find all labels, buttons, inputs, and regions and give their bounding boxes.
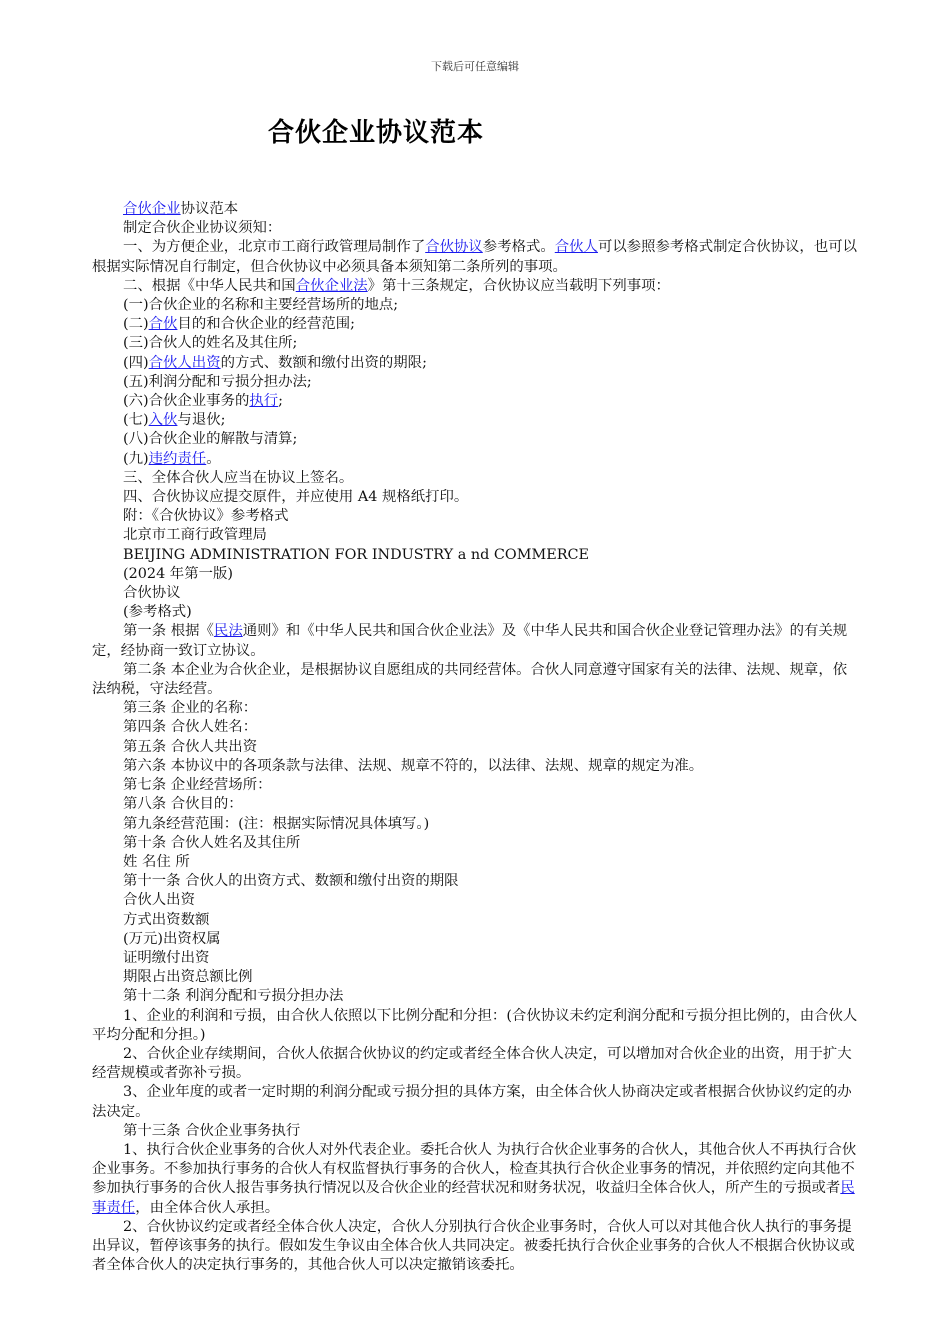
paragraph-text: 1、企业的利润和亏损，由合伙人依照以下比例分配和分担：(合伙协议未约定利润分配和亏损分担比例的，由合伙人平均分配和分担。): [92, 1007, 858, 1043]
paragraph: [92, 1007, 860, 1045]
inline-link[interactable]: 合伙人: [554, 239, 598, 256]
inline-link[interactable]: 合伙: [148, 316, 178, 333]
paragraph-text: 第十三条 合伙企业事务执行: [123, 1122, 301, 1139]
paragraph-text: 第五条 合伙人共出资: [123, 738, 258, 755]
paragraph: [92, 238, 860, 276]
paragraph: [92, 853, 860, 872]
paragraph-text: 2、合伙企业存续期间，合伙人依据合伙协议的约定或者经全体合伙人决定，可以增加对合伙企业的出资，用于扩大经营规模或者弥补亏损。: [92, 1045, 852, 1082]
paragraph-text: 》第十三条规定，合伙协议应当载明下列事项：: [367, 277, 670, 294]
paragraph: [92, 1218, 860, 1276]
paragraph: [92, 757, 860, 776]
paragraph: [92, 834, 860, 853]
paragraph: [92, 776, 860, 795]
document-body: [92, 200, 860, 1275]
paragraph: [92, 546, 860, 565]
paragraph-text: (三)合伙人的姓名及其住所;: [123, 335, 298, 352]
paragraph-text: 通则》和《中华人民共和国合伙企业法》及《中华人民共和国合伙企业登记管理办法》的有关规定，经协商一致订立协议。: [92, 623, 848, 659]
paragraph: [92, 1141, 860, 1218]
paragraph-text: 第三条 企业的名称：: [123, 700, 258, 717]
paragraph-text: (一)合伙企业的名称和主要经营场所的地点;: [123, 297, 399, 314]
paragraph: [92, 738, 860, 757]
paragraph-text: 第十二条 利润分配和亏损分担办法: [123, 988, 344, 1005]
paragraph-text: 证明缴付出资: [123, 949, 210, 966]
paragraph-text: (万元)出资权属: [123, 930, 221, 947]
paragraph: [92, 795, 860, 814]
paragraph: [92, 277, 860, 296]
paragraph: [92, 526, 860, 545]
paragraph-text: 2、合伙协议约定或者经全体合伙人决定，合伙人分别执行合伙企业事务时，合伙人可以对其他合伙人执行的事务提出异议，暂停该事务的执行。假如发生争议由全体合伙人共同决定。被委托执行合伙企业事务的合伙人不根据合伙协议或者全体合伙人的决定执行事务的，其他合伙人可以决定撤销该委托。: [92, 1218, 855, 1274]
paragraph: [92, 584, 860, 603]
paragraph-text: 与退伙;: [177, 412, 226, 429]
paragraph: [92, 450, 860, 469]
paragraph-text: 第二条 本企业为合伙企业，是根据协议自愿组成的共同经营体。合伙人同意遵守国家有关的法律、法规、规章，依法纳税，守法经营。: [92, 661, 848, 698]
paragraph: [92, 872, 860, 891]
paragraph-text: 第十一条 合伙人的出资方式、数额和缴付出资的期限: [123, 873, 459, 890]
paragraph-text: 合伙协议: [123, 585, 181, 602]
paragraph: [92, 373, 860, 392]
paragraph-text: 方式出资数额: [123, 911, 210, 928]
paragraph-text: 。: [206, 450, 221, 467]
paragraph: [92, 392, 860, 411]
paragraph-text: ;: [278, 393, 284, 410]
inline-link[interactable]: 合伙企业法: [295, 277, 368, 294]
paragraph-text: 的方式、数额和缴付出资的期限;: [220, 354, 427, 371]
paragraph: [92, 411, 860, 430]
paragraph-text: 姓 名住 所: [123, 853, 190, 870]
paragraph-text: 制定合伙企业协议须知：: [123, 220, 282, 237]
inline-link[interactable]: 合伙协议: [425, 239, 483, 256]
paragraph-text: (八)合伙企业的解散与清算;: [123, 431, 298, 448]
inline-link[interactable]: 民事责任: [92, 1180, 855, 1216]
paragraph: [92, 1045, 860, 1083]
paragraph-text: 一、为方便企业，北京市工商行政管理局制作了: [123, 239, 426, 256]
paragraph-text: BEIJING ADMINISTRATION FOR INDUSTRY a nd COMMERCE: [123, 546, 590, 563]
paragraph-text: (参考格式): [123, 604, 192, 621]
paragraph-text: (二): [123, 316, 149, 333]
paragraph: [92, 1122, 860, 1141]
paragraph: [92, 987, 860, 1006]
inline-link[interactable]: 民法: [213, 623, 243, 640]
paragraph-text: (九): [123, 450, 149, 467]
paragraph-text: (七): [123, 412, 149, 429]
paragraph: [92, 1083, 860, 1121]
paragraph-text: 第六条 本协议中的各项条款与法律、法规、规章不符的，以法律、法规、规章的规定为准。: [123, 757, 704, 774]
paragraph-text: 协议范本: [180, 201, 239, 217]
paragraph: [92, 488, 860, 507]
paragraph: [92, 430, 860, 449]
page-header: 下载后可任意编辑: [431, 60, 519, 73]
document-title: 合伙企业协议范本: [268, 118, 485, 148]
inline-link[interactable]: 入伙: [148, 412, 178, 429]
paragraph-text: 期限占出资总额比例: [123, 969, 253, 986]
paragraph: [92, 354, 860, 373]
paragraph: [92, 699, 860, 718]
paragraph-text: 二、根据《中华人民共和国: [123, 277, 296, 294]
paragraph-text: 1、执行合伙企业事务的合伙人对外代表企业。委托合伙人 为执行合伙企业事务的合伙人，其他合伙人不再执行合伙企业事务。不参加执行事务的合伙人有权监督执行事务的合伙人，检查其执行合伙企业事务的情况，并依照约定向其他不参加执行事务的合伙人报告事务执行情况以及合伙企业的经营状况和财务状况，收益归全体合伙人，所产生的亏损或者: [92, 1141, 857, 1197]
paragraph: [92, 911, 860, 930]
paragraph-text: (五)利润分配和亏损分担办法;: [123, 373, 312, 390]
paragraph-text: 第七条 企业经营场所：: [123, 777, 272, 794]
paragraph: [92, 219, 860, 238]
paragraph-text: 第四条 合伙人姓名：: [123, 719, 258, 736]
paragraph: [92, 949, 860, 968]
paragraph: [92, 200, 860, 219]
paragraph-text: 可以参照参考格式制定合伙协议，也可以根据实际情况自行制定，但合伙协议中必须具备本须知第二条所列的事项。: [92, 239, 857, 275]
paragraph-text: 参考格式。: [482, 239, 555, 256]
inline-link[interactable]: 合伙企业: [123, 201, 181, 217]
paragraph-text: ，由全体合伙人承担。: [135, 1199, 280, 1216]
paragraph-text: (六)合伙企业事务的: [123, 393, 250, 410]
inline-link[interactable]: 违约责任: [148, 450, 207, 467]
paragraph: [92, 315, 860, 334]
paragraph: [92, 968, 860, 987]
paragraph: [92, 891, 860, 910]
paragraph: [92, 565, 860, 584]
paragraph: [92, 334, 860, 353]
paragraph-text: 第一条 根据《: [123, 623, 214, 640]
paragraph-text: 第九条经营范围：(注：根据实际情况具体填写。): [123, 815, 430, 832]
paragraph-text: 附：《合伙协议》参考格式: [123, 508, 289, 525]
paragraph-text: 合伙人出资: [123, 892, 195, 909]
paragraph-text: 三、全体合伙人应当在协议上签名。: [123, 469, 354, 486]
inline-link[interactable]: 合伙人出资: [148, 354, 221, 371]
paragraph: [92, 930, 860, 949]
paragraph: [92, 507, 860, 526]
paragraph: [92, 718, 860, 737]
paragraph-text: (四): [123, 354, 149, 371]
paragraph-text: 第八条 合伙目的：: [123, 796, 243, 813]
paragraph-text: 3、企业年度的或者一定时期的利润分配或亏损分担的具体方案，由全体合伙人协商决定或者根据合伙协议约定的办法决定。: [92, 1084, 852, 1120]
paragraph-text: 北京市工商行政管理局: [123, 527, 267, 544]
paragraph: [92, 296, 860, 315]
paragraph-text: 目的和合伙企业的经营范围;: [177, 316, 355, 333]
paragraph: [92, 603, 860, 622]
paragraph: [92, 815, 860, 834]
inline-link[interactable]: 执行: [249, 393, 279, 410]
paragraph-text: (2024 年第一版): [123, 565, 233, 582]
paragraph: [92, 469, 860, 488]
paragraph-text: 第十条 合伙人姓名及其住所: [123, 834, 301, 851]
paragraph: [92, 622, 860, 660]
paragraph-text: 四、合伙协议应提交原件，并应使用 A4 规格纸打印。: [123, 489, 469, 506]
paragraph: [92, 661, 860, 699]
